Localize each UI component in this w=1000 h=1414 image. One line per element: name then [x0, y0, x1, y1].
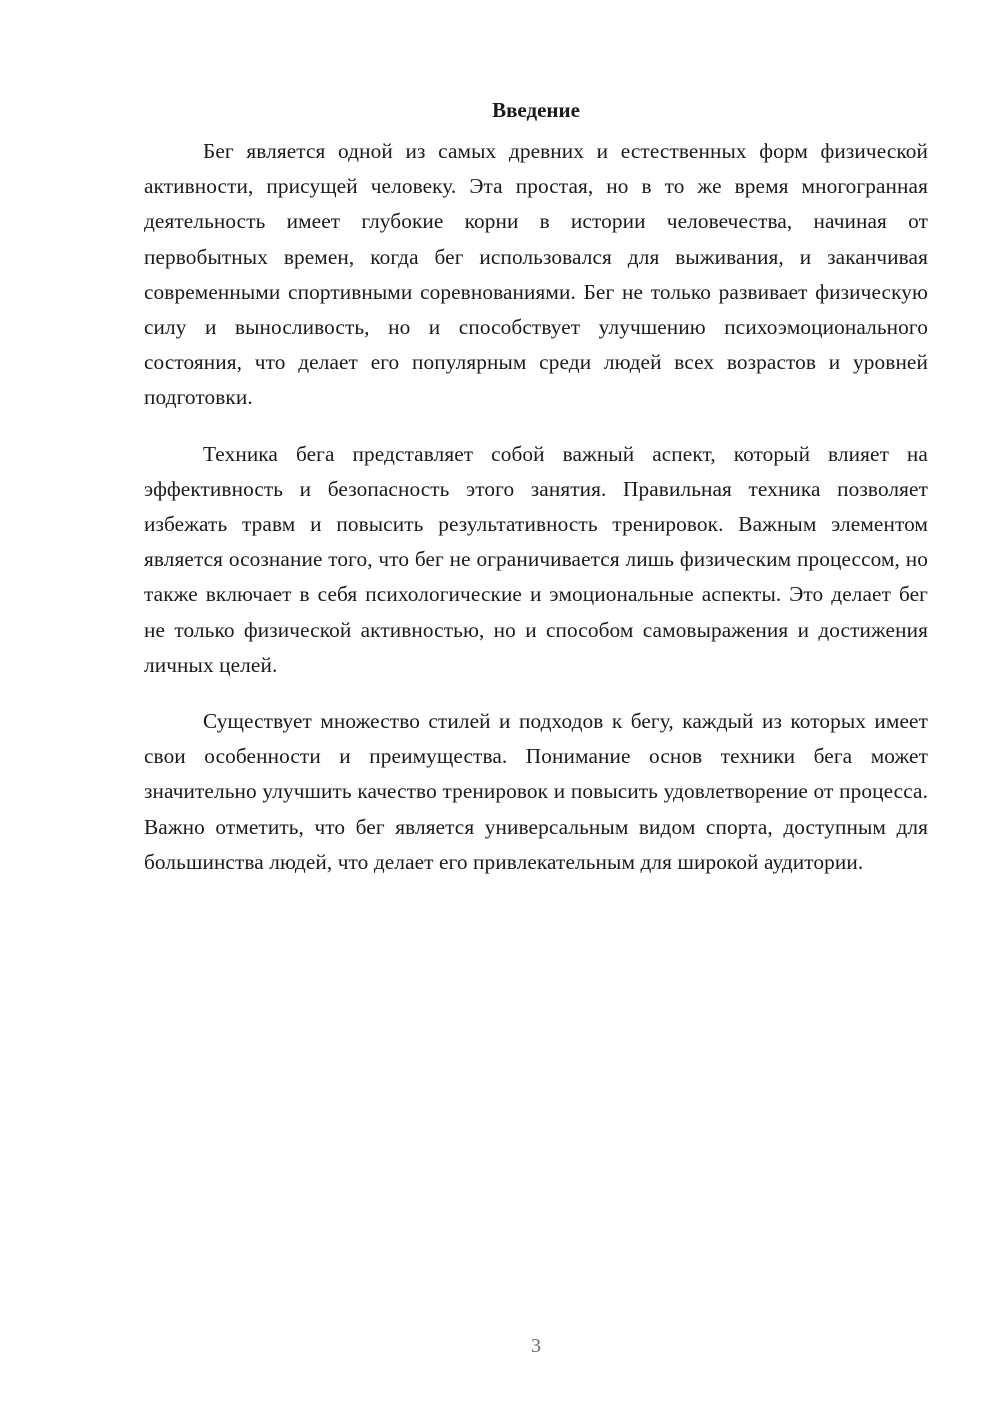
paragraph-3: Существует множество стилей и подходов к бегу, каждый из которых имеет свои особенности и преимущества. Понимание основ техники бега может значительно улучшить качество тренировок и повысить удовлетворение от процесса. Важно отметить, что бег является универсальным видом спорта, доступным для большинства людей, что делает его привлекательным для широкой аудитории. [144, 709, 928, 874]
paragraph-2: Техника бега представляет собой важный аспект, который влияет на эффективность и безопасность этого занятия. Правильная техника позволяет избежать травм и повысить результативность тренировок. Важным элементом является осознание того, что бег не ограничивается лишь физическим процессом, но также включает в себя психологические и эмоциональные аспекты. Это делает бег не только физической активностью, но и способом самовыражения и достижения личных целей. [144, 441, 928, 677]
page-content [144, 96, 928, 901]
section-title: Введение [492, 98, 580, 122]
page-number: 3 [531, 1335, 541, 1357]
paragraph-1: Бег является одной из самых древних и естественных форм физической активности, присущей человеку. Эта простая, но в то же время многогранная деятельность имеет глубокие корни в истории человечества, начиная от первобытных времен, когда бег использовался для выживания, и заканчивая современными спортивными соревнованиями. Бег не только развивает физическую силу и выносливость, но и способствует улучшению психоэмоционального состояния, что делает его популярным среди людей всех возрастов и уровней подготовки. [144, 139, 928, 410]
